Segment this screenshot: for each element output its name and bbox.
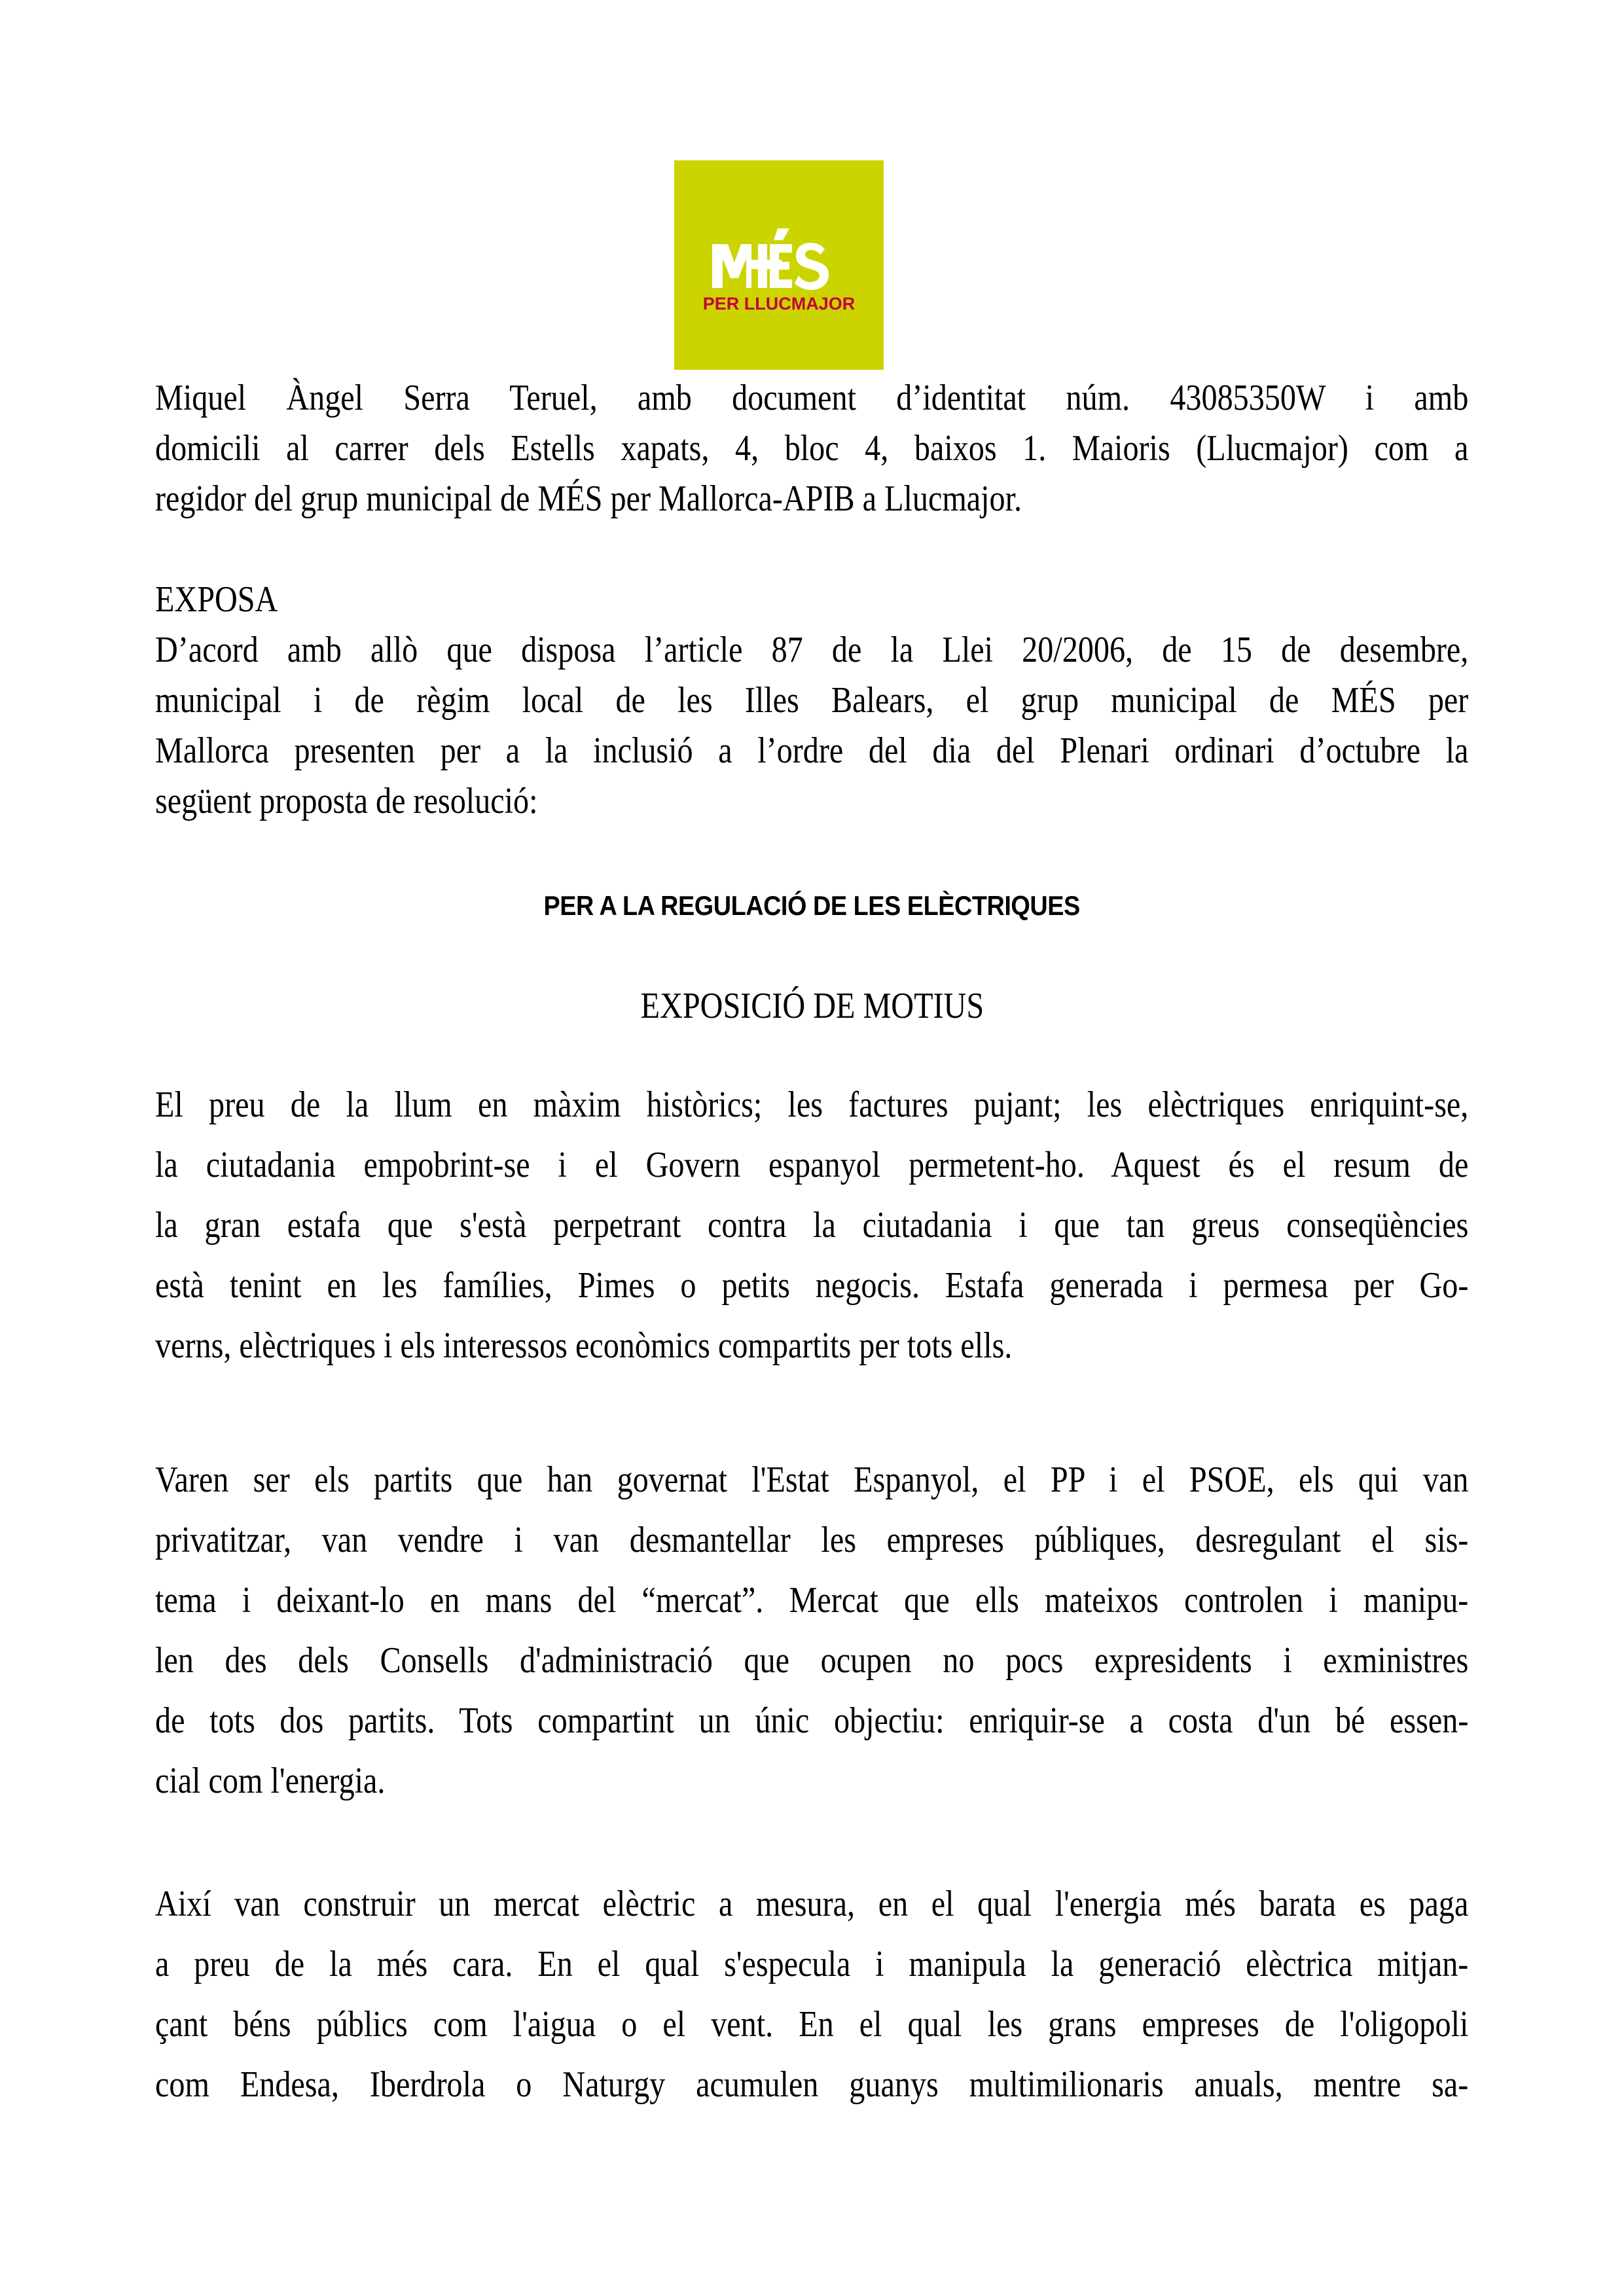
section-title: EXPOSICIÓ DE MOTIUS (640, 986, 984, 1026)
motius-paragraph-3 (155, 1874, 1468, 2115)
exposa-section (155, 575, 1468, 827)
proposal-title: PER A LA REGULACIÓ DE LES ELÈCTRIQUES (543, 890, 1081, 921)
paragraph-line: Varen ser els partits que han governat l'Estat Espanyol, el PP i el PSOE, els qui van (155, 1460, 1469, 1500)
intro-line: Miquel Àngel Serra Teruel, amb document d’identitat núm. 43085350W i amb (155, 378, 1469, 418)
paragraph-line: a preu de la més cara. En el qual s'especula i manipula la generació elèctrica mitjan- (155, 1944, 1469, 1984)
intro-line: domicili al carrer dels Estells xapats, 4, bloc 4, baixos 1. Maioris (Llucmajor) com a (155, 428, 1469, 469)
intro-paragraph (155, 373, 1468, 524)
exposa-label: EXPOSA (155, 579, 278, 620)
paragraph-line: de tots dos partits. Tots compartint un únic objectiu: enriquir-se a costa d'un bé essen- (155, 1700, 1469, 1741)
paragraph-line: El preu de la llum en màxim històrics; les factures pujant; les elèctriques enriquint-se, (155, 1085, 1469, 1125)
paragraph-line: està tenint en les famílies, Pimes o petits negocis. Estafa generada i permesa per Go- (155, 1265, 1469, 1306)
paragraph-line: privatitzar, van vendre i van desmantellar les empreses públiques, desregulant el sis- (155, 1520, 1469, 1560)
mes-per-llucmajor-logo (674, 160, 884, 370)
logo-graphic (674, 160, 884, 370)
paragraph-line: çant béns públics com l'aigua o el vent. En el qual les grans empreses de l'oligopoli (155, 2004, 1469, 2045)
paragraph-line: la gran estafa que s'està perpetrant contra la ciutadania i que tan greus conseqüències (155, 1205, 1469, 1246)
logo-subtitle: PER LLUCMAJOR (702, 294, 856, 314)
paragraph-line: tema i deixant-lo en mans del “mercat”. Mercat que ells mateixos controlen i manipu- (155, 1580, 1469, 1621)
paragraph-line: Així van construir un mercat elèctric a mesura, en el qual l'energia més barata es paga (155, 1884, 1469, 1924)
motius-paragraph-2 (155, 1450, 1468, 1811)
paragraph-line: com Endesa, Iberdrola o Naturgy acumulen guanys multimilionaris anuals, mentre sa- (155, 2064, 1469, 2105)
exposa-line: Mallorca presenten per a la inclusió a l’ordre del dia del Plenari ordinari d’octubre la (155, 730, 1469, 771)
exposa-line: municipal i de règim local de les Illes Balears, el grup municipal de MÉS per (155, 680, 1469, 721)
paragraph-line: verns, elèctriques i els interessos econòmics compartits per tots ells. (155, 1325, 1013, 1366)
exposa-line: D’acord amb allò que disposa l’article 87 de la Llei 20/2006, de 15 de desembre, (155, 630, 1469, 670)
motius-paragraph-1 (155, 1075, 1468, 1376)
intro-line: regidor del grup municipal de MÉS per Mallorca-APIB a Llucmajor. (155, 478, 1022, 519)
paragraph-line: cial com l'energia. (155, 1761, 386, 1801)
exposa-line: següent proposta de resolució: (155, 781, 538, 821)
paragraph-line: len des dels Consells d'administració que ocupen no pocs expresidents i exministres (155, 1640, 1469, 1681)
paragraph-line: la ciutadania empobrint-se i el Govern espanyol permetent-ho. Aquest és el resum de (155, 1145, 1469, 1185)
